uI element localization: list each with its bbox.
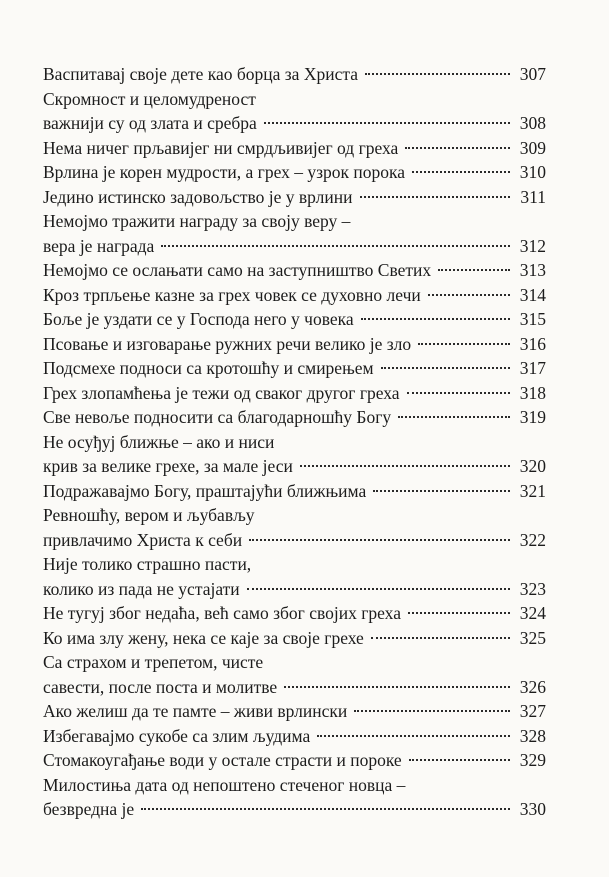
dot-leader xyxy=(398,416,510,418)
page-number: 324 xyxy=(519,603,546,623)
page-number: 329 xyxy=(519,750,546,770)
toc-entry xyxy=(43,503,546,552)
page-number: 326 xyxy=(519,676,546,697)
toc-entry-row xyxy=(43,601,546,626)
page-number: 316 xyxy=(519,333,546,354)
toc-entry-row xyxy=(43,111,546,136)
toc-entry xyxy=(43,626,546,651)
toc-entry-title-line: Милостиња дата од непоштено стеченог новца – xyxy=(43,774,406,795)
toc-entry-row xyxy=(43,748,546,773)
toc-entry-title: Псовање и изговарање ружних речи велико је зло xyxy=(43,333,412,354)
toc-entry-row xyxy=(43,332,546,357)
toc-entry-title: Све невоље подносити са благодарношћу Богу xyxy=(43,407,392,427)
page-number: 323 xyxy=(519,578,546,599)
toc-entry-title: Подражавајмо Богу, праштајући ближњима xyxy=(43,480,367,501)
dot-leader xyxy=(371,637,510,639)
dot-leader xyxy=(438,269,510,271)
toc-entry xyxy=(43,430,546,479)
toc-entry xyxy=(43,479,546,504)
dot-leader xyxy=(249,539,510,541)
page-number: 322 xyxy=(519,529,546,550)
toc-entry-row xyxy=(43,797,546,822)
dot-leader xyxy=(300,465,510,467)
toc-entry-title: вера је награда xyxy=(43,235,155,256)
toc-entry-title: Немојмо се ослањати само на заступништво Светих xyxy=(43,260,432,280)
page-number: 325 xyxy=(519,627,546,648)
toc-entry xyxy=(43,283,546,308)
toc-entry-title-line: Ревношћу, вером и љубављу xyxy=(43,505,255,525)
toc-entry-row xyxy=(43,356,546,381)
dot-leader xyxy=(141,808,510,810)
dot-leader xyxy=(361,318,510,320)
toc-entry-row xyxy=(43,699,546,724)
toc-entry-row xyxy=(43,528,546,553)
toc-entry xyxy=(43,160,546,185)
toc-entry-row xyxy=(43,234,546,259)
toc-entry-title-line: Не осуђуј ближње – ако и ниси xyxy=(43,431,275,452)
dot-leader xyxy=(373,490,510,492)
toc-entry-title: Избегавајмо сукобе са злим људима xyxy=(43,725,311,746)
toc-entry-row xyxy=(43,136,546,161)
toc-entry-title-line: Није толико страшно пасти, xyxy=(43,554,252,574)
page-number: 328 xyxy=(519,725,546,746)
toc-entry-title: Стомакоугађање води у остале страсти и пороке xyxy=(43,750,402,770)
toc-entry-title-line: Са страхом и трепетом, чисте xyxy=(43,652,264,672)
toc-entry-title: Боље је уздати се у Господа него у човека xyxy=(43,309,354,329)
dot-leader xyxy=(409,759,510,761)
dot-leader xyxy=(405,147,510,149)
toc-entry-row xyxy=(43,479,546,504)
page-number: 313 xyxy=(519,260,546,280)
toc-entry-row xyxy=(43,577,546,602)
page-number: 307 xyxy=(519,64,546,84)
dot-leader xyxy=(365,73,510,75)
toc-entry-title: Ако желиш да те памте – живи врлински xyxy=(43,701,348,721)
dot-leader xyxy=(428,294,510,296)
toc-entry-title: Једино истинско задовољство је у врлини xyxy=(43,186,353,207)
toc-entry xyxy=(43,332,546,357)
toc-entry-row xyxy=(43,381,546,406)
page-number: 319 xyxy=(519,407,546,427)
table-of-contents xyxy=(43,62,546,822)
dot-leader xyxy=(407,392,510,394)
toc-entry-title: Нема ничег прљавијег ни смрдљивијег од греха xyxy=(43,137,399,158)
toc-entry xyxy=(43,185,546,210)
page-number: 308 xyxy=(519,113,546,133)
toc-entry-title: Кроз трпљење казне за грех човек се духовно лечи xyxy=(43,284,421,305)
page-number: 317 xyxy=(519,358,546,378)
page-number: 318 xyxy=(519,382,546,403)
toc-entry-title: важнији су од злата и сребра xyxy=(43,113,257,133)
dot-leader xyxy=(264,122,510,124)
toc-entry-title: колико из пада не устајати xyxy=(43,578,240,599)
page-number: 312 xyxy=(519,235,546,256)
toc-entry-title: Васпитавај своје дете као борца за Христа xyxy=(43,64,358,84)
toc-entry-title: безвредна је xyxy=(43,799,135,819)
toc-entry-row xyxy=(43,307,546,332)
toc-entry xyxy=(43,62,546,87)
toc-entry xyxy=(43,381,546,406)
page-number: 315 xyxy=(519,309,546,329)
toc-entry xyxy=(43,748,546,773)
page-number: 327 xyxy=(519,701,546,721)
toc-entry-title: Врлина је корен мудрости, а грех – узрок порока xyxy=(43,162,406,182)
toc-entry-row xyxy=(43,62,546,87)
toc-entry xyxy=(43,307,546,332)
toc-entry-row xyxy=(43,283,546,308)
toc-entry-row xyxy=(43,160,546,185)
toc-entry xyxy=(43,699,546,724)
dot-leader xyxy=(412,171,510,173)
dot-leader xyxy=(317,735,510,737)
dot-leader xyxy=(161,245,510,247)
dot-leader xyxy=(247,588,510,590)
dot-leader xyxy=(360,196,511,198)
toc-entry-row xyxy=(43,626,546,651)
page-number: 314 xyxy=(519,284,546,305)
page-number: 320 xyxy=(519,456,546,476)
toc-entry xyxy=(43,405,546,430)
toc-entry-title: привлачимо Христа к себи xyxy=(43,529,243,550)
toc-entry-row xyxy=(43,724,546,749)
toc-entry xyxy=(43,552,546,601)
toc-entry xyxy=(43,258,546,283)
page-number: 330 xyxy=(519,799,546,819)
toc-entry xyxy=(43,209,546,258)
page-number: 321 xyxy=(519,480,546,501)
toc-entry xyxy=(43,724,546,749)
toc-entry xyxy=(43,601,546,626)
dot-leader xyxy=(381,367,510,369)
toc-entry-title: Подсмехе подноси са кротошћу и смирењем xyxy=(43,358,374,378)
toc-entry-title: савести, после поста и молитве xyxy=(43,676,278,697)
dot-leader xyxy=(408,612,510,614)
toc-entry-title: Грех злопамћења је тежи од сваког другог греха xyxy=(43,382,400,403)
dot-leader xyxy=(284,686,510,688)
dot-leader xyxy=(418,343,510,345)
toc-entry-row xyxy=(43,258,546,283)
toc-entry-row xyxy=(43,675,546,700)
toc-entry xyxy=(43,650,546,699)
toc-entry-title-line: Немојмо тражити награду за своју веру – xyxy=(43,211,351,231)
toc-entry-row xyxy=(43,185,546,210)
toc-entry-title: Ко има злу жену, нека се каје за своје грехе xyxy=(43,627,364,648)
toc-entry-row xyxy=(43,454,546,479)
toc-entry xyxy=(43,87,546,136)
toc-entry-title: Не тугуј због недаћа, већ само због својих греха xyxy=(43,603,401,623)
toc-entry-row xyxy=(43,405,546,430)
toc-entry-title: крив за велике грехе, за мале јеси xyxy=(43,456,293,476)
page-number: 309 xyxy=(519,137,546,158)
dot-leader xyxy=(354,710,510,712)
toc-entry xyxy=(43,356,546,381)
toc-entry xyxy=(43,136,546,161)
page-number: 310 xyxy=(519,162,546,182)
toc-entry xyxy=(43,773,546,822)
page-number: 311 xyxy=(520,186,546,207)
toc-entry-title-line: Скромност и целомудреност xyxy=(43,88,256,109)
